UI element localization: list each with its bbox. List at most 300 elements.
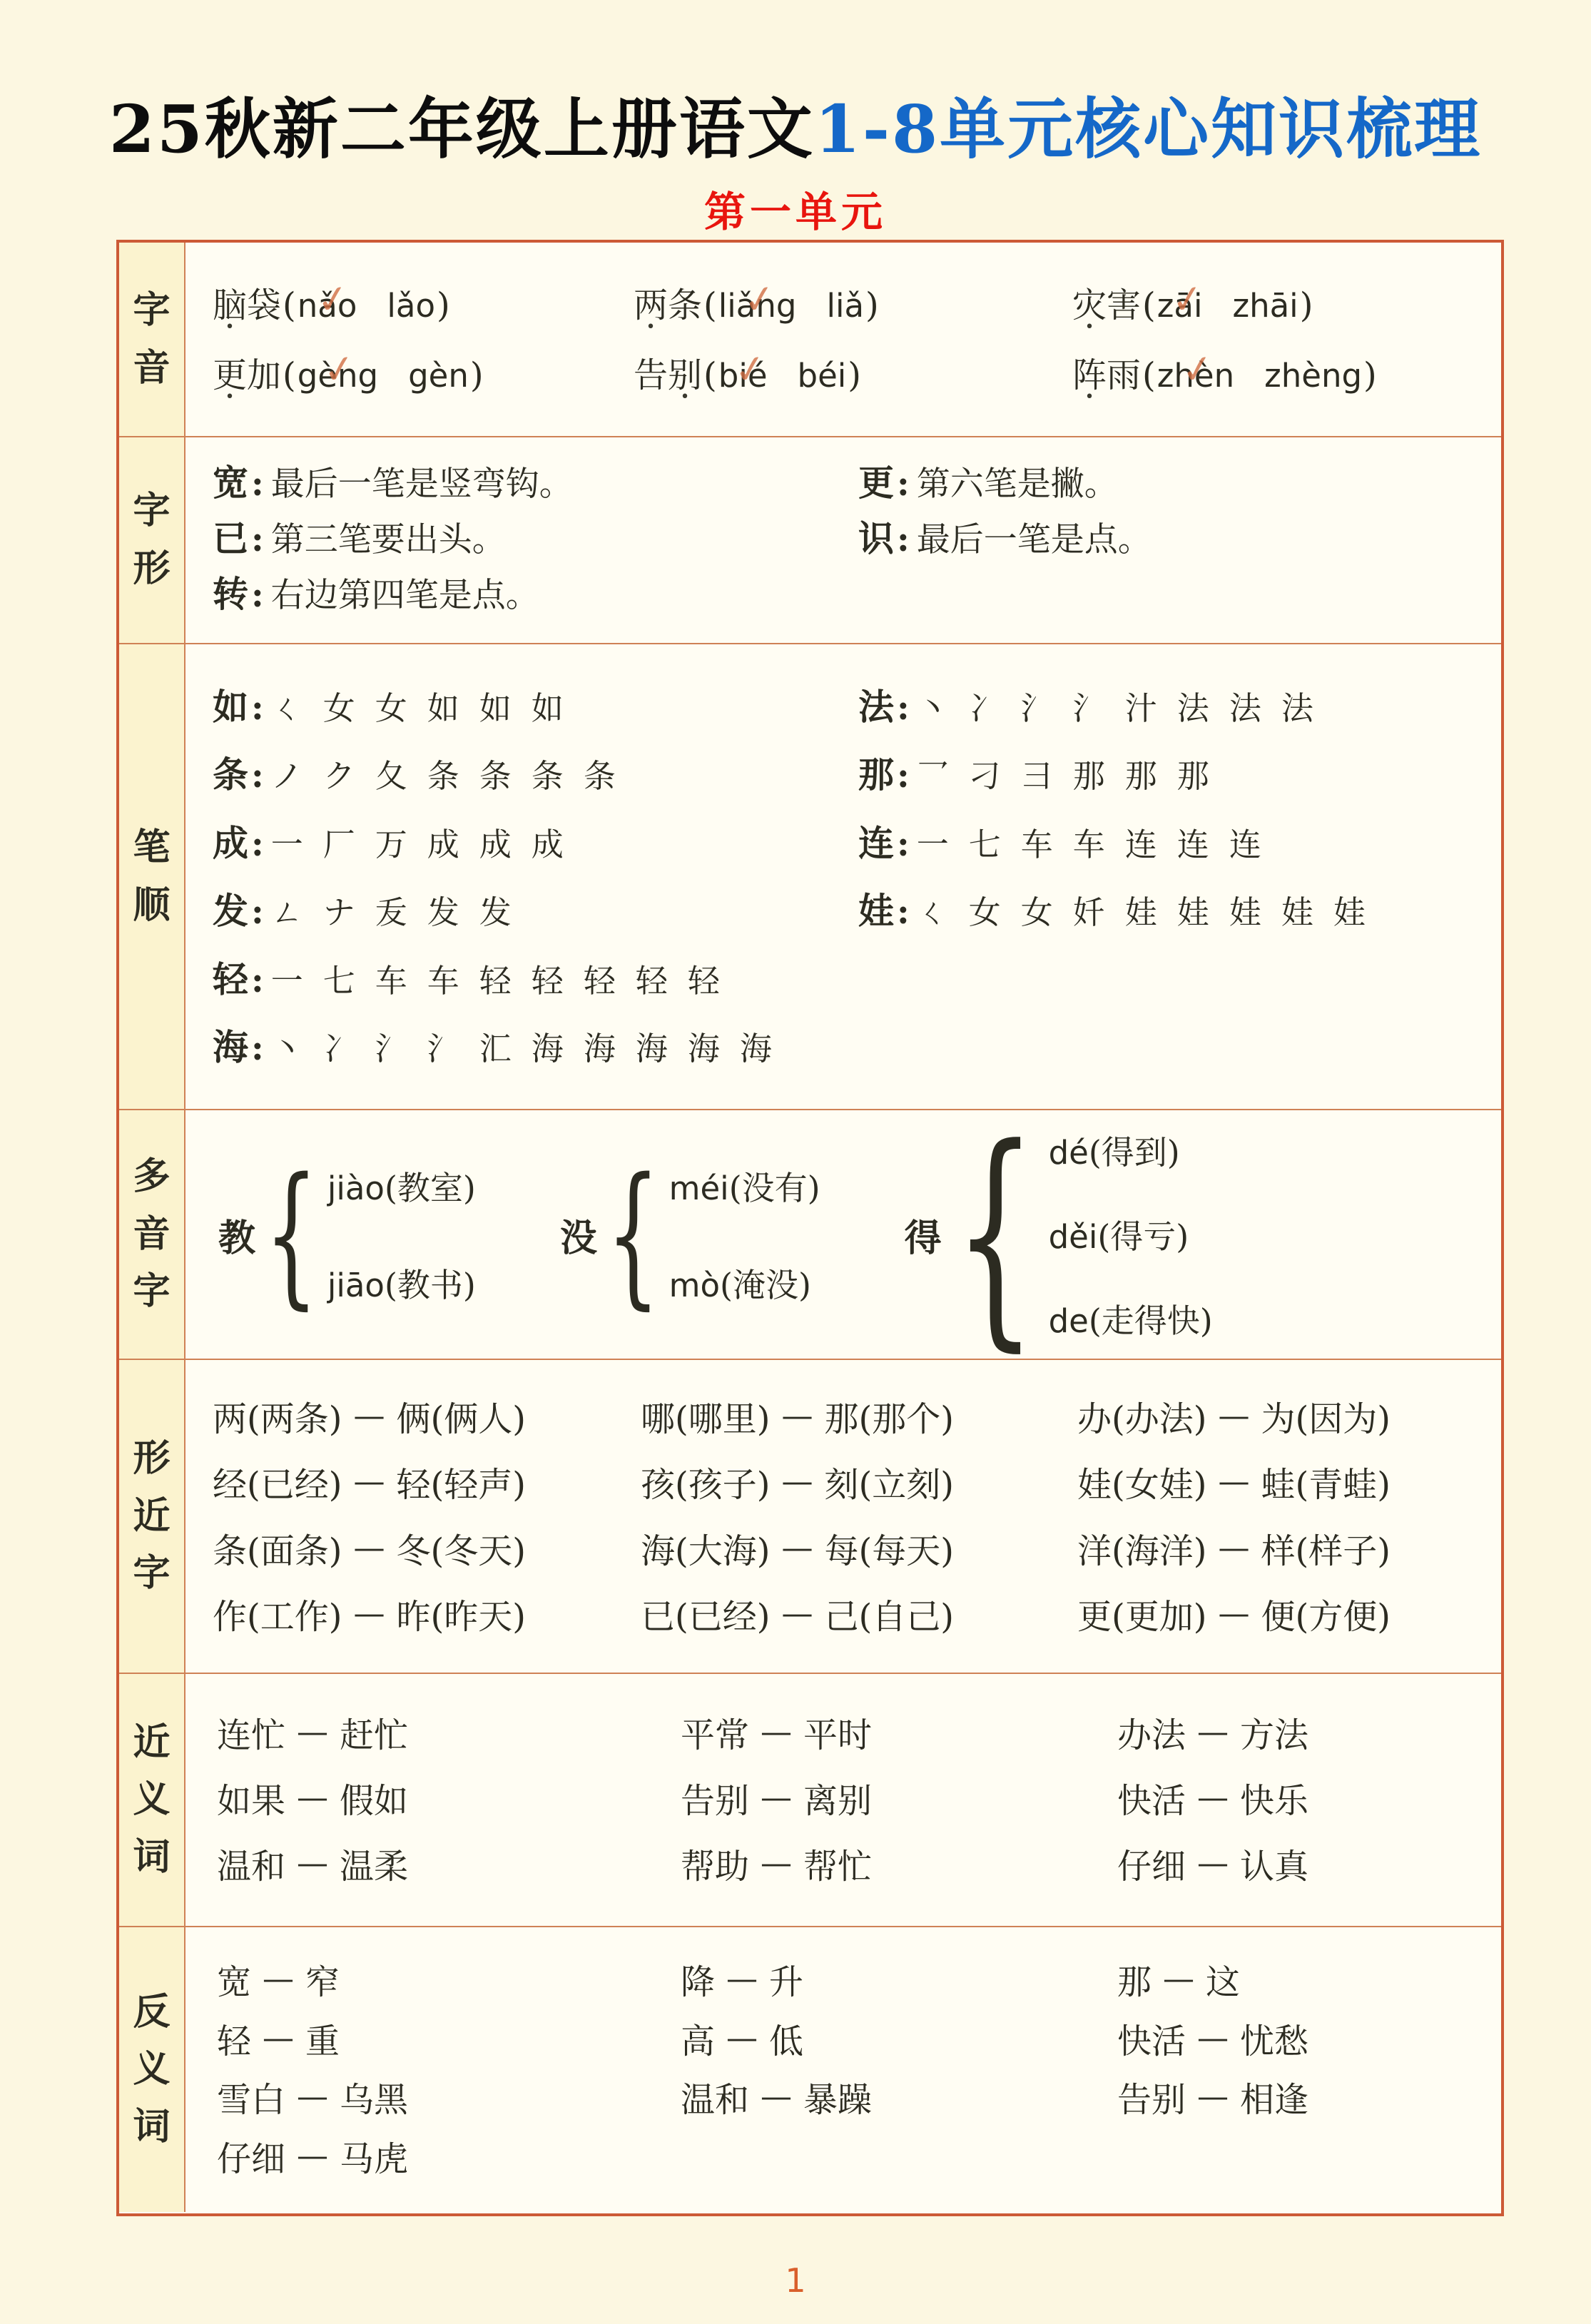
pair-b: 样(样子) [1261,1531,1391,1571]
pair-a: 海(大海) [641,1531,771,1571]
pair-item [641,1391,1077,1441]
row-content [185,1097,1501,1371]
word-a: 高 [681,2021,716,2061]
stroke-stage: 冫 [968,689,1001,727]
pair-a: 条(面条) [213,1531,342,1571]
colon: : [251,1028,264,1069]
note-text: 最后一笔是竖弯钩。 [270,465,573,504]
stroke-line [213,746,1494,798]
word-pair-line [217,1954,1494,2004]
stroke-stage: ㄑ [270,689,303,727]
dash-icon: — [297,2079,329,2116]
paren-open: ( [283,285,296,325]
stroke-stage: 条 [531,757,564,796]
stroke-stage: 条 [427,757,459,796]
paren-open: ( [1142,285,1156,325]
word-a: 那 [1117,1962,1152,2002]
row-label [119,1360,185,1673]
stroke-stage: 条 [479,757,512,796]
row-label-char: 义 [133,1777,171,1822]
word-a: 雪白 [217,2080,286,2121]
pair-item [641,1523,1077,1573]
word-pair-item [681,1839,1117,1888]
word-pair-item [1117,1839,1494,1888]
word-pair-item [217,2131,681,2181]
stroke-stage: 奷 [1072,893,1105,932]
stroke-stage: 娃 [1229,893,1261,932]
word-char: 条 [668,285,703,325]
word-char: 两 [634,285,669,325]
pair-item [641,1589,1077,1638]
stroke-stage: 如 [479,689,512,727]
entry-char: 更 [858,462,894,504]
stroke-stage: 发 [427,893,459,932]
word-b: 认真 [1240,1847,1309,1887]
stroke-stage: 七 [322,961,355,1000]
paren-close: ) [848,355,862,395]
polyphone-char: 没 [559,1216,597,1260]
dash-icon: — [1218,1595,1250,1633]
pinyin-text: méi [669,1169,729,1207]
option-word: (没有) [728,1169,820,1207]
colon: : [897,892,910,933]
word-pair-item [217,1773,681,1822]
pair-item [213,1457,641,1506]
pair-a: 更(更加) [1077,1597,1207,1638]
dash-icon: — [761,1845,793,1882]
dash-icon: — [263,2019,295,2056]
stroke-stage: 娃 [1333,893,1366,932]
stroke-stage: 夂 [375,757,407,796]
stroke-stage: 如 [531,689,564,727]
word-a: 平常 [681,1715,750,1755]
pair-a: 作(工作) [213,1597,342,1638]
stroke-stage: 万 [375,825,407,863]
colon: : [251,823,264,864]
dash-icon: — [353,1397,385,1434]
polyphone-options [669,1162,820,1306]
pair-item [213,1523,641,1573]
note-entry [213,455,858,506]
stroke-stage: 法 [1176,689,1209,727]
word-b: 快乐 [1240,1781,1309,1821]
stroke-stage: 车 [1020,825,1053,863]
entry-char: 宽 [213,462,248,504]
row-label-char: 近 [133,1720,171,1764]
dash-icon: — [353,1595,385,1633]
pair-b: 俩(俩人) [396,1399,526,1439]
stroke-stage: 轻 [635,961,668,1000]
word-pair-item [217,1708,681,1757]
polyphone-option [1049,1211,1213,1258]
pair-a: 已(已经) [641,1597,771,1638]
dash-icon: — [1197,1714,1229,1750]
stroke-stage: 氵 [1020,689,1053,727]
stroke-line [213,679,1494,730]
stroke-stage: 乛 [916,757,949,796]
row-label-char: 字 [133,1551,171,1595]
word-a: 宽 [217,1962,252,2002]
row-label [119,437,185,643]
polyphone-option [1049,1295,1213,1342]
stroke-stage: 连 [1176,825,1209,863]
pair-b: 蛙(青蛙) [1261,1465,1391,1506]
word-pair-item [217,1839,681,1888]
knowledge-table [116,240,1504,2216]
table-row [119,643,1501,1109]
word-pair-item [1117,2072,1494,2121]
paren-close: ) [469,355,484,395]
colon: : [251,519,264,559]
entry-char: 如 [213,685,248,728]
dash-icon: — [1197,1845,1229,1882]
option-word: (得到) [1088,1133,1180,1172]
stroke-stage: 轻 [583,961,616,1000]
pinyin-text: ✓ zāi [1157,287,1203,325]
stroke-entry [858,815,1494,866]
stroke-stage: 法 [1281,689,1313,727]
word-b: 平时 [803,1715,873,1755]
pinyin-line [213,278,1494,327]
word-a: 连忙 [217,1715,286,1755]
dash-icon: — [781,1595,813,1633]
note-entry [858,455,1494,506]
option-word: (得亏) [1097,1217,1189,1256]
stroke-stage: 娃 [1281,893,1313,932]
colon: : [897,823,910,864]
stroke-stage: 成 [427,825,459,863]
stroke-stage: 法 [1229,689,1261,727]
stroke-stage: 娃 [1176,893,1209,932]
pinyin-text: liǎ [826,287,865,325]
word-a: 温和 [681,2080,750,2121]
dash-icon: — [781,1463,813,1501]
word-b: 帮忙 [803,1847,873,1887]
stroke-stage: 海 [583,1030,616,1068]
entry-char: 已 [213,517,248,559]
note-line [213,510,1494,562]
word-a: 降 [681,1962,716,2002]
note-text: 最后一笔是点。 [916,520,1152,559]
word-b: 马虎 [340,2139,409,2180]
stroke-stage: 海 [687,1030,720,1068]
word-char: 别 [668,355,703,395]
row-content [185,644,1501,1109]
stroke-line [213,951,1494,1003]
polyphone-char: 得 [904,1216,942,1260]
stroke-entry [858,951,1494,1003]
pinyin-text: ✓ zhèn [1157,357,1234,395]
word-a: 仔细 [1117,1847,1186,1887]
word-char: 告 [634,355,669,395]
word-a: 告别 [681,1781,750,1821]
dash-icon: — [297,1714,329,1750]
stroke-stage: 那 [1176,757,1209,796]
page-number: 1 [785,2261,806,2300]
word-char: 袋 [247,285,282,325]
polyphone-options [327,1162,476,1306]
row-content [185,1674,1501,1926]
dash-icon: — [297,2138,329,2175]
stroke-stage: 那 [1124,757,1157,796]
stroke-entry [213,746,858,798]
pair-item [1077,1391,1494,1441]
pair-b: 为(因为) [1261,1399,1391,1439]
pair-a: 两(两条) [213,1399,342,1439]
entry-char: 那 [858,753,894,796]
word-char: 阵 [1072,355,1107,395]
entry-char: 连 [858,821,894,864]
stroke-entry [858,1019,1494,1070]
pinyin-item [213,278,634,327]
word-b: 低 [769,2021,804,2061]
stroke-stage: 车 [427,961,459,1000]
colon: : [897,756,910,796]
stroke-stage: 汇 [479,1030,512,1068]
stroke-stage: 彐 [1020,757,1053,796]
word-pair-item [681,1954,1117,2004]
stroke-stage: ㄥ [270,893,303,932]
word-a: 告别 [1117,2080,1186,2121]
dash-icon: — [761,2079,793,2116]
pair-b: 那(那个) [824,1399,954,1439]
polyphone-options [1049,1127,1213,1342]
option-word: (淹没) [720,1266,811,1304]
word-b: 重 [305,2021,340,2061]
polyphone-option [669,1259,820,1306]
table-row [119,1926,1501,2212]
stroke-entry [858,883,1494,934]
pinyin-text: zhāi [1232,287,1298,325]
pair-a: 哪(哪里) [641,1399,771,1439]
stroke-stage: 一 [916,825,949,863]
word-b: 赶忙 [340,1715,409,1755]
row-label-char: 词 [133,1835,171,1879]
word-a: 仔细 [217,2139,286,2180]
paren-open: ( [703,285,717,325]
dash-icon: — [1197,2019,1229,2056]
dash-icon: — [263,1960,295,1997]
pinyin-text: mò [669,1267,721,1304]
paren-open: ( [703,355,717,395]
word-b: 温柔 [340,1847,409,1887]
word-char: 灾 [1072,285,1107,325]
pair-b: 轻(轻声) [396,1465,526,1506]
word-pair-item [217,2072,681,2121]
row-label-char: 字 [133,1269,171,1314]
word-a: 温和 [217,1847,286,1887]
option-word: (教书) [384,1266,476,1304]
colon: : [251,687,264,728]
pinyin-line [213,347,1494,397]
stroke-stage: 海 [531,1030,564,1068]
polyphone-option [327,1162,476,1209]
entry-char: 识 [858,517,894,559]
pair-item [213,1589,641,1638]
table-row [119,243,1501,436]
row-label-char: 字 [133,489,171,533]
pinyin-text: zhèng [1264,357,1363,395]
stroke-entry [213,951,858,1003]
pair-b: 己(自己) [824,1597,954,1638]
pinyin-item [1072,278,1494,327]
word-b: 暴躁 [803,2080,873,2121]
dash-icon: — [1197,1780,1229,1816]
word-a: 快活 [1117,2021,1186,2061]
note-entry [858,510,1494,562]
colon: : [897,464,910,504]
table-row [119,1359,1501,1673]
stroke-stage: 轻 [479,961,512,1000]
stroke-stage: 连 [1229,825,1261,863]
stroke-stage: 丶 [916,689,949,727]
row-label-char: 顺 [133,883,171,927]
stroke-stage: 女 [375,689,407,727]
row-label-char: 形 [133,1436,171,1481]
word-char: 更 [213,355,248,395]
word-pair-item [217,2014,681,2063]
word-a: 帮助 [681,1847,750,1887]
word-pair-item [1117,1708,1494,1757]
word-a: 如果 [217,1781,286,1821]
page-title [0,77,1591,171]
colon: : [251,756,264,796]
word-b: 乌黑 [340,2080,409,2121]
dash-icon: — [781,1529,813,1566]
dash-icon: — [353,1529,385,1566]
row-label-char: 音 [133,345,171,390]
word-b: 方法 [1240,1715,1309,1755]
option-word: (教室) [384,1169,476,1207]
stroke-entry [858,746,1494,798]
word-char: 害 [1107,285,1142,325]
dash-icon: — [761,1714,793,1750]
stroke-stage: 女 [1020,893,1053,932]
polyphone-option [327,1259,476,1306]
word-pair-item [681,1773,1117,1822]
word-pair-item [1117,1773,1494,1822]
stroke-stage: 那 [1072,757,1105,796]
pinyin-text: dé [1048,1134,1089,1172]
pair-a: 孩(孩子) [641,1465,771,1506]
table-row [119,1097,1501,1371]
row-label [119,644,185,1109]
paren-close: ) [1363,355,1377,395]
pair-item [1077,1457,1494,1506]
note-line [213,455,1494,506]
dash-icon: — [353,1463,385,1501]
stroke-stage: 发 [479,893,512,932]
row-content [185,437,1501,643]
dash-icon: — [1218,1529,1250,1566]
word-char: 脑 [213,285,248,325]
polyphone-group [559,1144,820,1324]
word-pair-item [1117,2014,1494,2063]
entry-char: 娃 [858,890,894,933]
colon: : [897,687,910,728]
word-pair-item [681,2072,1117,2121]
stroke-stage: 连 [1124,825,1157,863]
pair-line [213,1457,1494,1506]
pair-b: 冬(冬天) [396,1531,526,1571]
stroke-stage: 海 [739,1030,772,1068]
paren-close: ) [865,285,879,325]
row-content [185,243,1501,436]
stroke-stage: 车 [1072,825,1105,863]
pinyin-text: de [1048,1302,1089,1340]
entry-char: 转 [213,573,248,615]
pinyin-text: gèn [408,357,469,395]
colon: : [251,960,264,1000]
word-pair-item [681,2014,1117,2063]
note-entry [213,566,858,617]
colon: : [251,892,264,933]
word-pair-line [217,2131,1494,2181]
stroke-entry [213,1019,858,1070]
stroke-stage: 成 [479,825,512,863]
polyphone-group [904,1097,1213,1371]
row-label [119,1674,185,1926]
pinyin-text: lǎo [387,287,436,325]
stroke-stage: 轻 [531,961,564,1000]
pinyin-item [634,347,1072,397]
word-pair-line [217,2072,1494,2121]
dash-icon: — [1163,1960,1195,1997]
stroke-stage: 氵 [427,1030,459,1068]
pinyin-text: ✓ gèng [298,357,378,395]
stroke-stage: ㄑ [916,893,949,932]
entry-char: 海 [213,1026,248,1069]
polyphone-group [218,1144,476,1324]
pair-b: 每(每天) [824,1531,954,1571]
word-char: 加 [247,355,282,395]
table-row [119,1673,1501,1926]
stroke-stage: 冫 [322,1030,355,1068]
dash-icon: — [297,1845,329,1882]
stroke-stage: ク [322,757,355,796]
stroke-stage: 氵 [375,1030,407,1068]
stroke-stage: 氵 [1072,689,1105,727]
pair-item [213,1391,641,1441]
page-title-blue: 1-8单元核心知识梳理 [814,91,1483,168]
row-label-char: 笔 [133,825,171,869]
brace-icon: { [606,1144,660,1324]
colon: : [897,519,910,559]
stroke-stage: 叐 [375,893,407,932]
word-b: 离别 [803,1781,873,1821]
colon: : [251,464,264,504]
word-b: 升 [769,1962,804,2002]
pinyin-text: ✓ nǎo [298,287,357,325]
polyphone-char: 教 [218,1216,256,1260]
word-a: 办法 [1117,1715,1186,1755]
stroke-stage: 刁 [968,757,1001,796]
dash-icon: — [761,1780,793,1816]
word-pair-line [217,1839,1494,1888]
pair-a: 办(办法) [1077,1399,1207,1439]
stroke-line [213,1019,1494,1070]
stroke-entry [213,815,858,866]
word-pair-line [217,1708,1494,1757]
stroke-stage: 一 [270,825,303,863]
row-label-char: 音 [133,1212,171,1256]
dash-icon: — [1218,1463,1250,1501]
note-line [213,566,1494,617]
stroke-stage: 成 [531,825,564,863]
word-b: 相逢 [1240,2080,1309,2121]
row-label-char: 词 [133,2104,171,2148]
pair-b: 昨(昨天) [396,1597,526,1638]
